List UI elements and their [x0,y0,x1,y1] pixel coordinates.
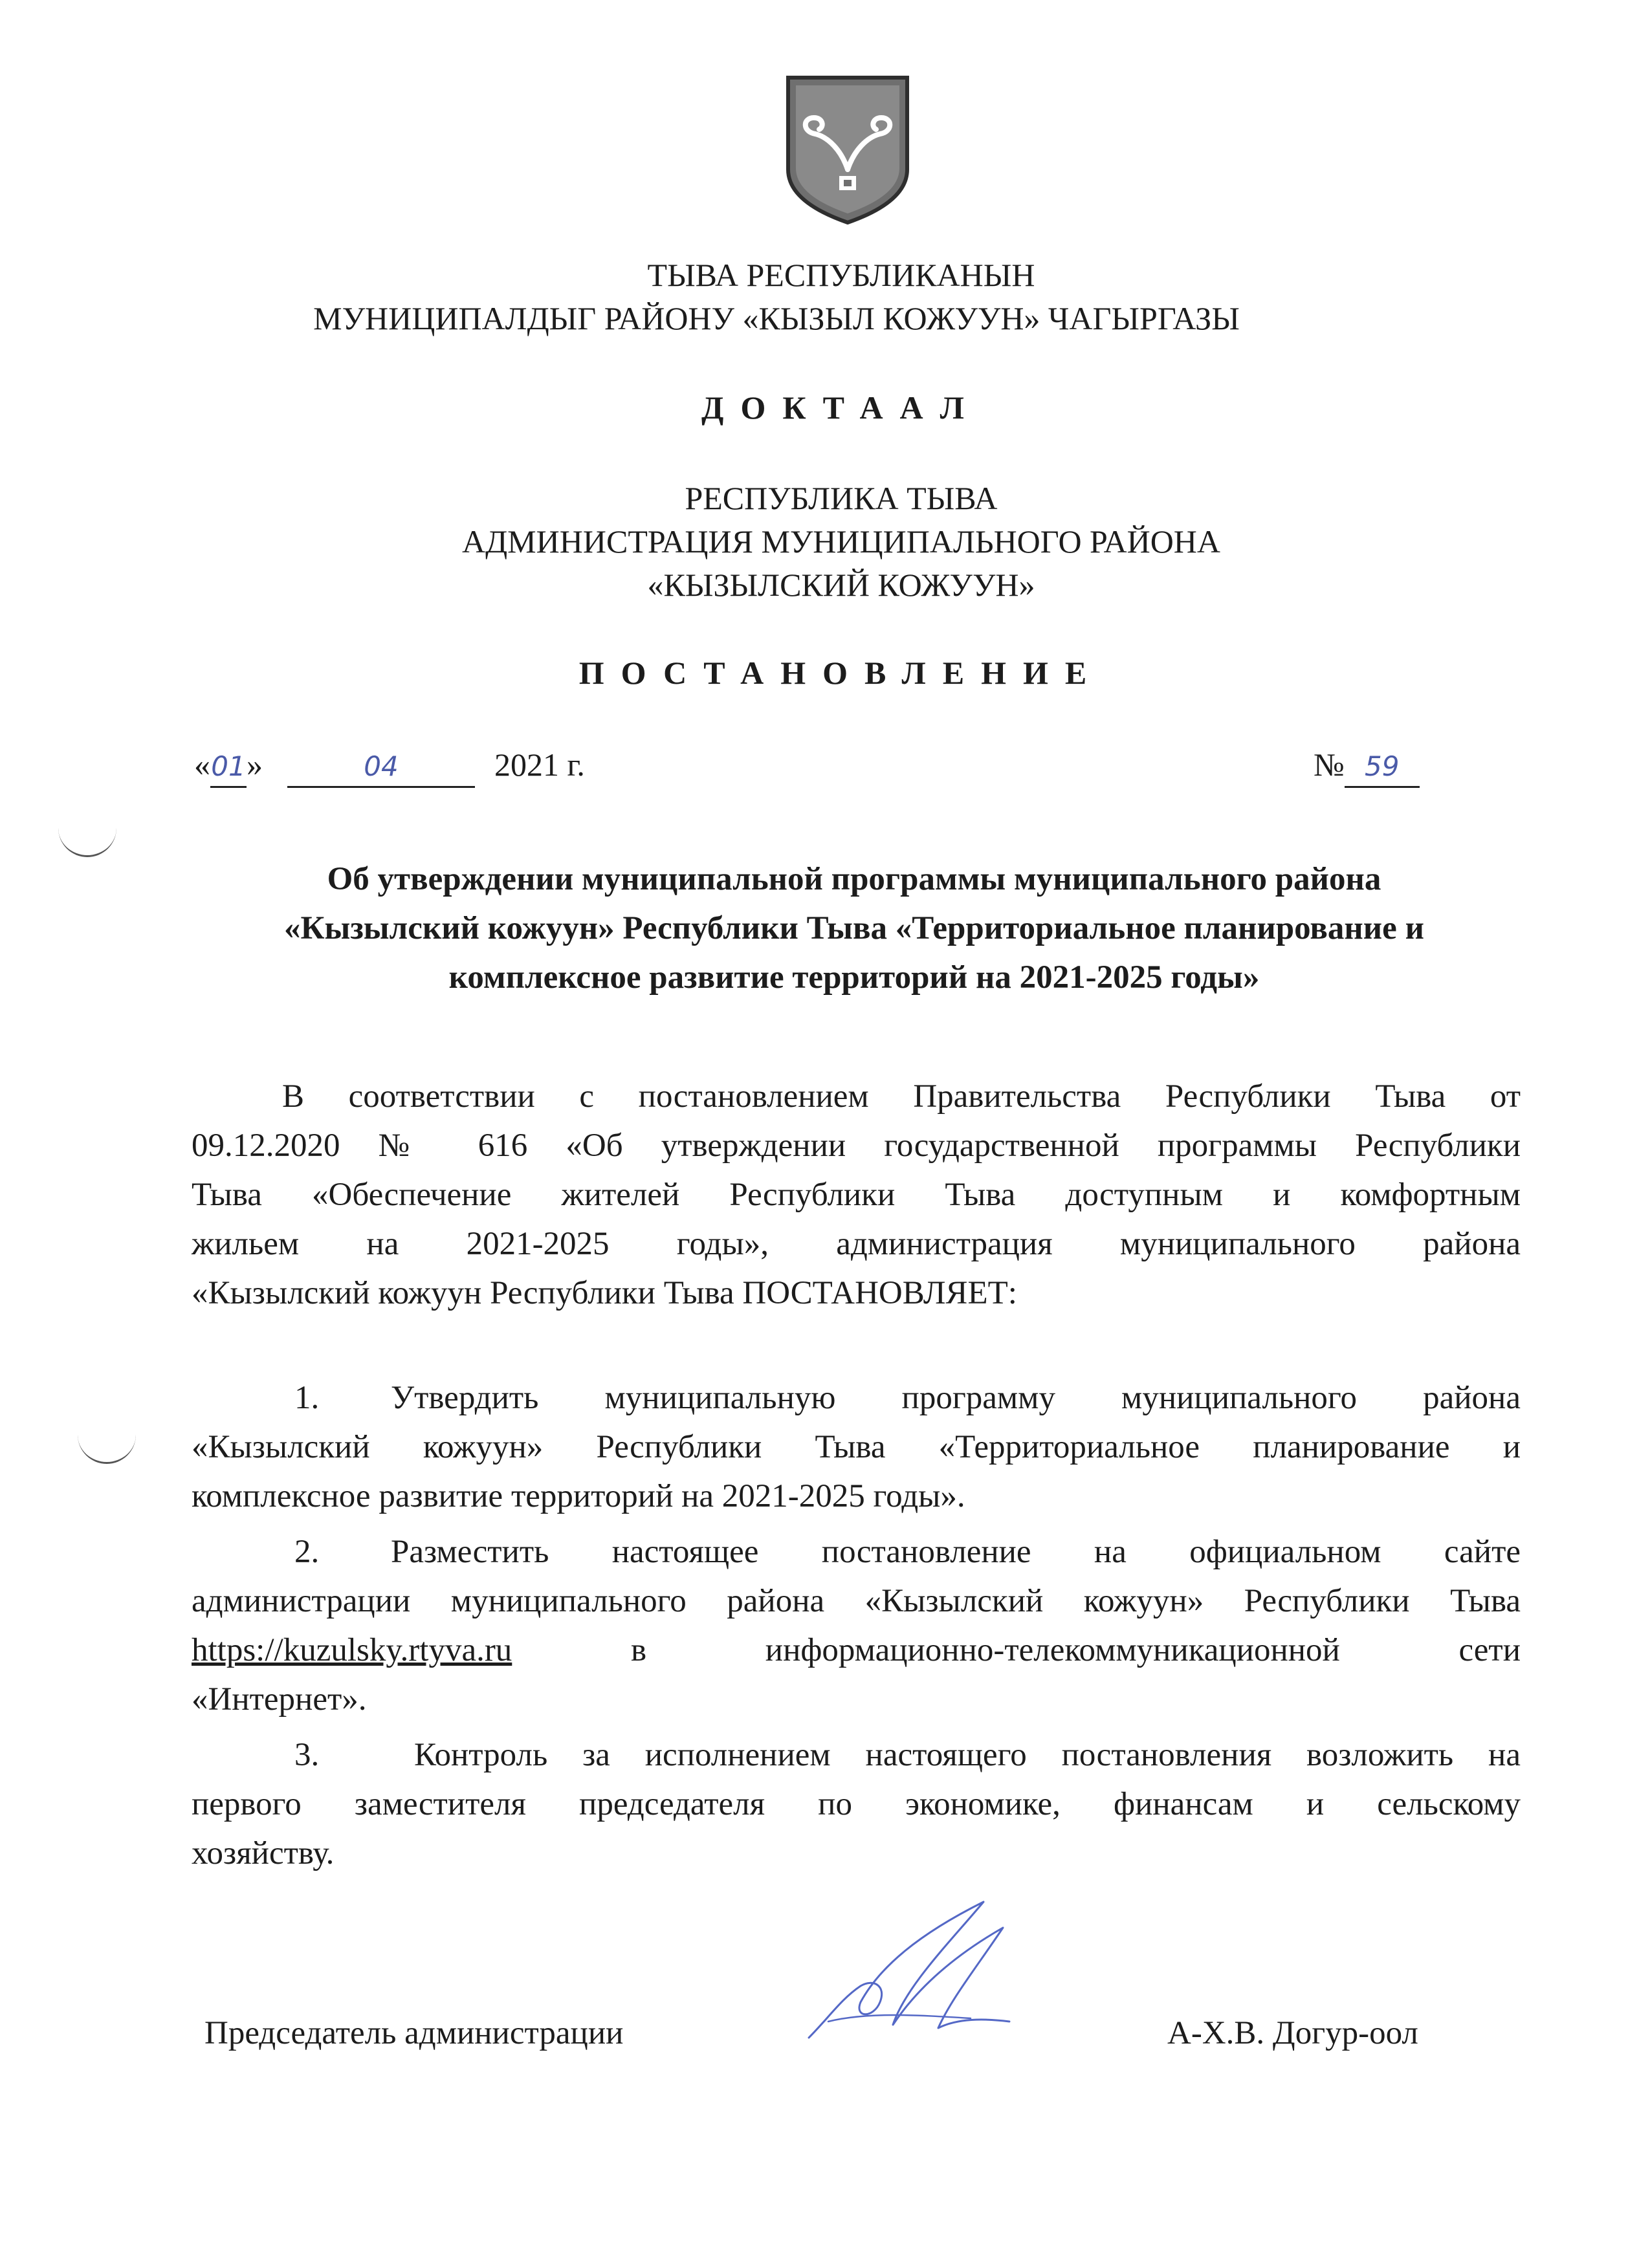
header-tuvan-line2: МУНИЦИПАЛДЫГ РАЙОНУ «КЫЗЫЛ КОЖУУН» ЧАГЫРГАЗЫ [313,300,1240,336]
title-line3: комплексное развитие территорий на 2021-2025 годы» [448,959,1260,996]
header-russian-line2: АДМИНИСТРАЦИЯ МУНИЦИПАЛЬНОГО РАЙОНА [461,523,1221,560]
item3-line1: Контроль за исполнением настоящего постановления возложить на [414,1737,1521,1773]
date-close-quote: » [247,747,263,783]
preamble-line5: «Кызылский кожуун Республики Тыва ПОСТАНОВЛЯЕТ: [192,1275,1017,1311]
item3-number: 3. [294,1737,320,1773]
date-month: 04 [287,747,475,788]
date-row [194,745,585,788]
date-day: 01 [210,747,247,788]
number-label: № [1314,747,1345,783]
item2-word-network: сети [1458,1632,1521,1668]
punch-hole-top [58,816,116,857]
item2-line2: администрации муниципального района «Кызылский кожуун» Республики Тыва [192,1583,1521,1619]
preamble-line4: жильем на 2021-2025 годы», администрация муниципального района [192,1226,1521,1262]
item2-word-network-type: информационно-телекоммуникационной [765,1632,1340,1668]
item2-number: 2. [294,1534,320,1570]
item1-line2: «Кызылский кожуун» Республики Тыва «Территориальное планирование и [192,1429,1521,1465]
signatory-position: Председатель администрации [204,2015,624,2051]
title-line1: Об утверждении муниципальной программы муниципального района [327,861,1381,897]
item2-line3 [192,1630,1521,1670]
item2-line4: «Интернет». [192,1681,367,1717]
website-link[interactable]: https://kuzulsky.rtyva.ru [192,1632,512,1668]
header-russian-line3: «КЫЗЫЛСКИЙ КОЖУУН» [647,567,1035,603]
item2-line1: Разместить настоящее постановление на официальном сайте [391,1534,1521,1570]
handwritten-signature [789,1889,1061,2070]
header-russian-doc-type: ПОСТАНОВЛЕНИЕ [578,655,1104,691]
document-number [1314,745,1420,788]
date-open-quote: « [194,747,210,783]
item2-word-in: в [631,1632,647,1668]
district-coat-of-arms-icon [770,72,925,228]
title-line2: «Кызылский кожуун» Республики Тыва «Территориальное планирование и [284,910,1424,946]
date-year: 2021 г. [494,747,585,783]
number-value: 59 [1345,747,1420,788]
preamble-line1: В соответствии с постановлением Правительства Республики Тыва от [282,1078,1521,1115]
item3-line2: первого заместителя председателя по экономике, финансам и сельскому [192,1786,1521,1822]
header-russian-line1: РЕСПУБЛИКА ТЫВА [685,480,998,516]
preamble-line3: Тыва «Обеспечение жителей Республики Тыва доступным и комфортным [192,1177,1521,1213]
preamble-line2: 09.12.2020 № 616 «Об утверждении государственной программы Республики [192,1128,1521,1164]
header-tuvan-line1: ТЫВА РЕСПУБЛИКАНЫН [647,257,1035,293]
item1-number: 1. [294,1380,320,1416]
punch-hole-bottom [78,1423,136,1464]
header-tuvan-doc-type: ДОКТААЛ [701,389,981,426]
item3-line3: хозяйству. [192,1835,335,1871]
signatory-name: А-Х.В. Догур-оол [1167,2015,1418,2051]
item1-line3: комплексное развитие территорий на 2021-2025 годы». [192,1478,965,1514]
item1-line1: Утвердить муниципальную программу муниципального района [391,1380,1521,1416]
